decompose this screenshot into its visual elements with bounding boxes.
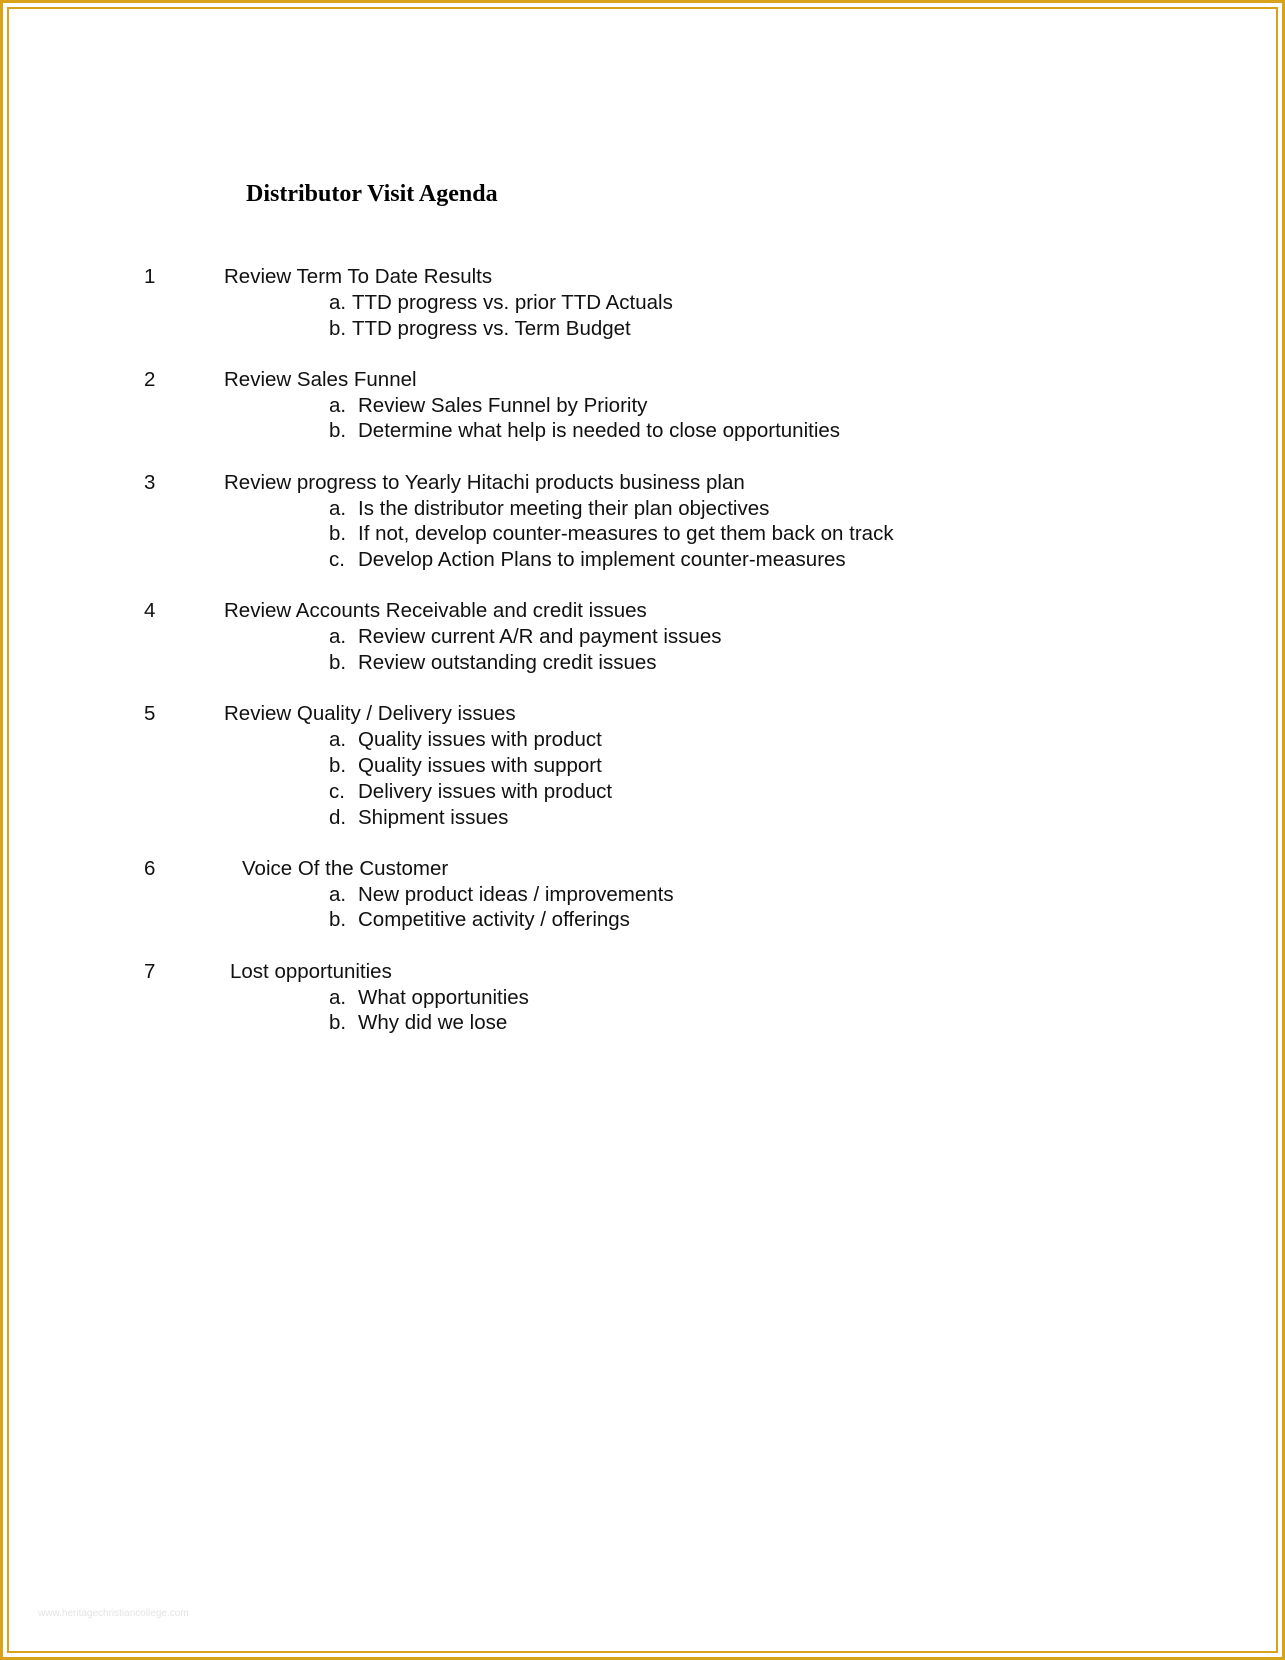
agenda-subitem — [0, 316, 1285, 342]
agenda-subitem-text: Review Sales Funnel by Priority — [358, 393, 648, 417]
agenda-subitem-letter: b. — [329, 753, 347, 777]
agenda-subitem-letter: b. — [329, 522, 347, 546]
agenda-section — [0, 470, 1285, 573]
agenda-item-number: 5 — [144, 702, 156, 726]
agenda-section — [0, 701, 1285, 830]
agenda-subitem — [0, 727, 1285, 753]
agenda-section-header — [0, 264, 1285, 290]
agenda-subitem-text: TTD progress vs. prior TTD Actuals — [352, 290, 673, 314]
agenda-section — [0, 959, 1285, 1036]
agenda-item-heading: Review Quality / Delivery issues — [224, 702, 516, 726]
agenda-subitem-text: Competitive activity / offerings — [358, 908, 630, 932]
agenda-section — [0, 856, 1285, 933]
agenda-subitem-letter: b. — [329, 316, 347, 340]
agenda-item-number: 3 — [144, 470, 156, 494]
agenda-subitem-text: Why did we lose — [358, 1011, 508, 1035]
agenda-subitem-letter: a. — [329, 496, 347, 520]
agenda-subitem — [0, 496, 1285, 522]
agenda-subitem-text: Shipment issues — [358, 805, 509, 829]
agenda-subitem-text: Review current A/R and payment issues — [358, 625, 722, 649]
agenda-item-heading: Lost opportunities — [230, 959, 392, 983]
agenda-subitem-letter: a. — [329, 728, 347, 752]
agenda-subitem-letter: d. — [329, 805, 347, 829]
watermark: www.heritagechristiancollege.com — [38, 1608, 189, 1619]
agenda-subitem-text: Quality issues with support — [358, 753, 602, 777]
agenda-section — [0, 264, 1285, 341]
agenda-subitem-text: What opportunities — [358, 985, 529, 1009]
agenda-subitem — [0, 907, 1285, 933]
agenda-item-heading: Review Term To Date Results — [224, 265, 493, 288]
agenda-subitem-letter: a. — [329, 625, 347, 649]
agenda-subitem-text: If not, develop counter-measures to get them back on track — [358, 522, 894, 546]
agenda-section-header — [0, 701, 1285, 727]
agenda-subitem — [0, 779, 1285, 805]
agenda-subitem — [0, 290, 1285, 316]
agenda-item-number: 2 — [144, 367, 156, 391]
agenda-item-number: 6 — [144, 856, 156, 880]
agenda-subitem — [0, 624, 1285, 650]
agenda-subitem-letter: b. — [329, 1011, 347, 1035]
agenda-subitem — [0, 521, 1285, 547]
agenda-item-heading: Voice Of the Customer — [242, 856, 449, 880]
agenda-section — [0, 598, 1285, 675]
agenda-subitem-text: Is the distributor meeting their plan objectives — [358, 496, 770, 520]
agenda-subitem-letter: b. — [329, 908, 347, 932]
agenda-list — [0, 264, 1285, 1062]
agenda-item-heading: Review Sales Funnel — [224, 367, 417, 391]
agenda-item-number: 1 — [144, 265, 156, 288]
agenda-item-heading: Review Accounts Receivable and credit issues — [224, 599, 647, 623]
agenda-subitem — [0, 547, 1285, 573]
agenda-subitem — [0, 882, 1285, 908]
agenda-section-header — [0, 959, 1285, 985]
agenda-item-number: 7 — [144, 959, 156, 983]
document-title: Distributor Visit Agenda — [246, 181, 498, 207]
agenda-subitem — [0, 1010, 1285, 1036]
agenda-subitem — [0, 985, 1285, 1011]
agenda-subitem-letter: b. — [329, 651, 347, 675]
agenda-subitem-letter: c. — [329, 779, 345, 803]
agenda-subitem-text: TTD progress vs. Term Budget — [352, 316, 631, 340]
agenda-subitem — [0, 418, 1285, 444]
agenda-subitem-text: Develop Action Plans to implement counter-measures — [358, 548, 846, 572]
agenda-section-header — [0, 367, 1285, 393]
agenda-section-header — [0, 470, 1285, 496]
agenda-subitem-text: Determine what help is needed to close opportunities — [358, 419, 841, 443]
agenda-subitem — [0, 805, 1285, 831]
agenda-subitem-letter: c. — [329, 548, 345, 572]
agenda-subitem-letter: a. — [329, 290, 347, 314]
agenda-subitem-text: Delivery issues with product — [358, 779, 613, 803]
agenda-section — [0, 367, 1285, 444]
agenda-subitem-text: Quality issues with product — [358, 728, 602, 752]
agenda-subitem — [0, 650, 1285, 676]
agenda-section-header — [0, 856, 1285, 882]
agenda-subitem-letter: a. — [329, 985, 347, 1009]
agenda-section-header — [0, 598, 1285, 624]
agenda-subitem-letter: a. — [329, 393, 347, 417]
agenda-subitem — [0, 753, 1285, 779]
agenda-subitem-letter: b. — [329, 419, 347, 443]
agenda-subitem-text: Review outstanding credit issues — [358, 651, 657, 675]
agenda-item-number: 4 — [144, 599, 156, 623]
agenda-subitem — [0, 393, 1285, 419]
agenda-subitem-text: New product ideas / improvements — [358, 882, 674, 906]
agenda-item-heading: Review progress to Yearly Hitachi products business plan — [224, 470, 745, 494]
agenda-subitem-letter: a. — [329, 882, 347, 906]
